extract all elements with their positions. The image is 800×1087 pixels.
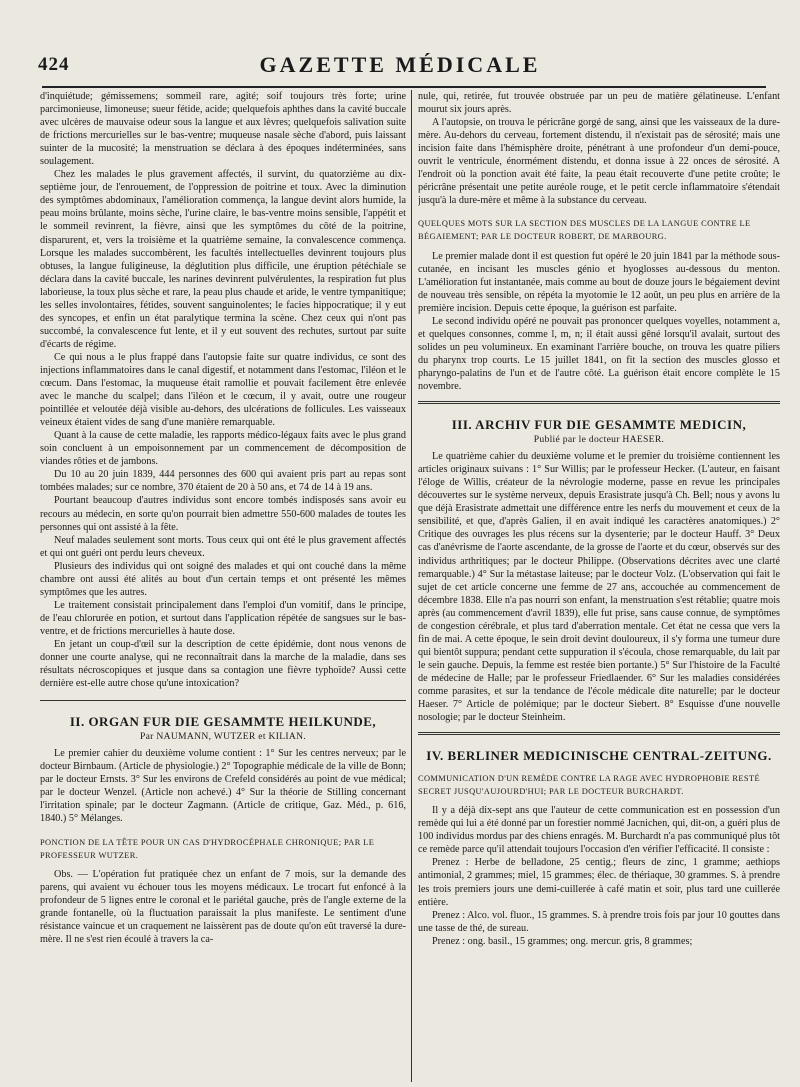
section-heading: IV. BERLINER MEDICINISCHE CENTRAL-ZEITUNG. [426, 748, 772, 764]
paragraph: A l'autopsie, on trouva le péricrâne gorgé de sang, ainsi que les vaisseaux de la dure-mère. Au-dehors du cerveau, fortement distendu, il n'existait pas de sérosité; mais une incision faite dans l'hémisphère droite, pénétrant à une profondeur d'un demi-pouce, ouvrit le ventricule, énormément distendu, et donna issue à 22 onces de sérosité. A l'endroit où la ponction avait été faite, la peau était recouverte d'une petite croûte; le péricrâne présentait une petite auréole rouge, et le petit cercle inflammatoire s'étendait jusqu'à la dure-mère et même à la substance du cerveau. [418, 117, 780, 207]
paragraph: Obs. — L'opération fut pratiquée chez un enfant de 7 mois, sur la demande des parens, qui avaient vu échouer tous les moyens médicaux. Le trocart fut enfoncé à la profondeur de 5 lignes entre le coronal et le pariétal gauche, près de l'angle externe de la grande fontanelle, où la fluctuation paraissait la plus manifeste. Le sentiment d'une résistance vaincue et un craquement ne laissèrent pas de doute qu'on eût traversé la dure-mère. Il ne s'est rien écoulé à travers la ca- [40, 868, 406, 945]
paragraph: Chez les malades le plus gravement affectés, il survint, du quatorzième au dix-septième jour, de l'enrouement, de l'oppression de poitrine et toux. Avec la diminution des symptômes abdominaux, l'amélioration commença, la langue devint alors humide, la peau moins brûlante, moins sèche, l'urine claire, le bas-ventre moins sensible, l'appétit et le sommeil revinrent, la fièvre, ainsi que les symptômes du côté de la poitrine, disparurent, et, vers la troisième et la quatrième semaine, la convalescence commença. Lorsque les malades succombèrent, les facultés intellectuelles devinrent toujours plus obtuses, la langue fuligineuse, la déglutition plus difficile, une éruption pétéchiale se déclara dans la cavité buccale, les narines devinrent pulvérulentes, la respiration fut plus laborieuse, la toux plus sèche et rare, la peau plus chaude et aride, le ventre tympanitique; les selles involontaires, fétides, souvent sanguinolentes; le facies hippocratique; il y eut des syncopes, et enfin un état paralytique termina la scène. Chez ceux qui n'ont pas succombé, la convalescence fut lente, et il y eut souvent des rechutes, surtout par suite d'écarts de régime. [40, 169, 406, 350]
article-title: PONCTION DE LA TÊTE POUR UN CAS D'HYDROCÉPHALE CHRONIQUE; PAR LE PROFESSEUR WUTZER. [40, 837, 375, 860]
right-column [418, 90, 780, 1080]
paragraph: nule, qui, retirée, fut trouvée obstruée par un peu de matière gélatineuse. L'enfant mourut six jours après. [418, 91, 780, 116]
paragraph: Le premier cahier du deuxième volume contient : 1° Sur les centres nerveux; par le docteur Birnbaum. (Article de physiologie.) 2° Topographie médicale de la ville de Bonn; par le docteur Ernsts. 3° Sur les environs de Crefeld considérés au point de vue médical; par le docteur Wenzel. (Article non achevé.) 4° Sur la théorie de Stilling concernant l'irritation spinale; par le docteur Zagmann. (Article de critique, Gaz. Méd., p. 616, 1840.) 5° Mélanges. [40, 748, 406, 825]
section-byline: Par NAUMANN, WUTZER et KILIAN. [139, 731, 307, 743]
article-title: QUELQUES MOTS SUR LA SECTION DES MUSCLES DE LA LANGUE CONTRE LE BÉGAIEMENT; PAR LE DOCTEUR ROBERT, DE MARBOURG. [418, 219, 751, 242]
running-head: GAZETTE MÉDICALE [259, 52, 541, 77]
paragraph: Le second individu opéré ne pouvait pas prononcer quelques voyelles, notamment a, et quelques consonnes, comme l, m, n; il était aussi gêné lorsqu'il avalait, surtout des solides un peu volumineux. En examinant l'arrière bouche, on trouva les quatre piliers du pharynx trop courts. Le 15 juillet 1841, on fit la section des muscles glosso et pharyngo-palatins de l'un et de l'autre côté. La guérison était encore complète le 15 novembre. [418, 315, 780, 392]
left-column [40, 90, 406, 1080]
section-rule [40, 700, 406, 701]
section-rule [418, 732, 780, 735]
section-rule [418, 401, 780, 404]
section-heading: III. ARCHIV FUR DIE GESAMMTE MEDICIN, [451, 417, 747, 433]
paragraph: Plusieurs des individus qui ont soigné des malades et qui ont couché dans la même chambre ont aussi été alités au bout d'un certain temps et ont présenté les mêmes symptômes que les autres. [40, 560, 406, 598]
paragraph: Quant à la cause de cette maladie, les rapports médico-légaux faits avec le plus grand soin concluent à un empoisonnement par un commencement de décomposition de viandes rôties et de jambons. [40, 430, 406, 468]
article-title: COMMUNICATION D'UN REMÈDE CONTRE LA RAGE AVEC HYDROPHOBIE RESTÉ SECRET JUSQU'AUJOURD'HUI; PAR LE DOCTEUR BURCHARDT. [418, 774, 761, 797]
paragraph: Le traitement consistait principalement dans l'emploi d'un vomitif, dans le principe, de l'eau chlorurée en potion, et surtout dans l'application répétée de sangsues sur le bas-ventre, et de frictions mercurielles à haute dose. [40, 599, 406, 637]
section-heading: II. ORGAN FUR DIE GESAMMTE HEILKUNDE, [69, 714, 377, 730]
paragraph: En jetant un coup-d'œil sur la description de cette épidémie, dont nous venons de donner une courte analyse, qui ne reconnaîtrait dans la marche de la maladie, dans ses résultats nécroscopiques et jusque dans sa contagion une fièvre typhoïde? Aussi cette dernière est-elle autre chose qu'une intoxication? [40, 638, 406, 690]
paragraph: d'inquiétude; gémissemens; sommeil rare, agité; soif toujours très forte; urine parcimonieuse, limoneuse; sueur fétide, acide; quelquefois aphthes dans la cavité buccale avec ulcères de mauvaise odeur sous la langue et aux lèvres; quelquefois salivation suite de frictions mercurielles sur le bas-ventre; muqueuse nasale sèche d'abord, puis laissant suinter de la mucosité; la menstruation se déclara à des époques indéterminées, sans soulagement. [40, 91, 406, 168]
column-divider [411, 90, 412, 1082]
paragraph: Du 10 au 20 juin 1839, 444 personnes des 600 qui avaient pris part au repas sont tombées malades; sur ce nombre, 370 étaient de 20 à 50 ans, et 74 de 14 à 19 ans. [40, 469, 406, 494]
paragraph: Le premier malade dont il est question fut opéré le 20 juin 1841 par la méthode sous-cutanée, en incisant les muscles génio et hyoglosses au-dessous du menton. L'amélioration fut instantanée, mais comme au bout de douze jours le bégaiement devint de nouveau très sensible, on répéta la myotomie le 12 août, un peu plus en arrière de la première incision. Depuis cette époque, la guérison est parfaite. [418, 250, 780, 314]
section-byline: Publié par le docteur HAESER. [533, 434, 665, 446]
paragraph: Prenez : Alco. vol. fluor., 15 grammes. S. à prendre trois fois par jour 10 gouttes dans une tasse de thé, de sureau. [418, 909, 780, 934]
paragraph: Prenez : Herbe de belladone, 25 centig.; fleurs de zinc, 1 gramme; aethiops antimonial, 2 grammes; miel, 15 grammes; élec. de thériaque, 30 grammes. S. à prendre les trois premiers jours une demi-cuillerée à café matin et soir, plus tard une cuillerée entière. [418, 857, 780, 908]
paragraph: Prenez : ong. basil., 15 grammes; ong. mercur. gris, 8 grammes; [432, 935, 693, 947]
paragraph: Neuf malades seulement sont morts. Tous ceux qui ont été le plus gravement affectés et qui ont guéri ont perdu leurs cheveux. [40, 534, 406, 559]
paragraph: Il y a déjà dix-sept ans que l'auteur de cette communication est en possession d'un remède qui lui a été donné par un forestier nommé Jacnichen, qui, dit-on, a guéri plus de 100 individus mordus par des chiens enragés. M. Burchardt n'a pas communiqué plus tôt ce remède parce qu'il attendait toujours l'occasion d'en vérifier l'efficacité. Il consiste : [418, 805, 780, 856]
paragraph: Le quatrième cahier du deuxième volume et le premier du troisième contiennent les articles originaux suivans : 1° Sur Willis; par le professeur Hecker. (L'auteur, en faisant l'éloge de Willis, créateur de la névrologie moderne, passe en revue les principales découvertes sur le système nerveux, depuis Erasistrate jusqu'à Ch. Bell; nous y avons lu que déjà Erasistrate admettait une différence entre les nerfs du mouvement et ceux de la sensibilité, et que, d'après Galien, il en avait indiqué les caractères anatomiques.) 2° Critique des ouvrages les plus récens sur la dysenterie; par le docteur Hauff. 3° Deux cas d'anévrisme de l'aorte ascendante, de la grosse de l'aorte et du cœur, observés sur des individus arthritiques; par le docteur Philippe. (Observations décrites avec une clarté remarquable.) 4° Sur la métastase laiteuse; par le docteur Volz. (L'observation qui fait le sujet de cet article concerne une femme de 27 ans, accouchée au commencement de décembre 1838. Elle n'a pas nourri son enfant, la menstruation s'est rétablie; quatre mois après (au commencement d'avril 1839), elle fut prise, sans cause connue, de symptômes de congestion cérébrale, et plus tard d'aberration mentale. Cet état ne cessa que vers la fin de mai. A cette époque, le sein droit devint douloureux, il s'y forma une tumeur dure qui bientôt suppura; pendant cette suppuration il s'écoula, chose remarquable, du lait par le sein gauche. Depuis, la femme est restée bien portante.) 5° Sur l'histoire de la Faculté de médecine de Halle; par le professeur Friedlaender. 6° Sur les maladies considérées comme parasites, et sur la tendance de l'école médicale dite naturelle; par le docteur Haeser. 7° Article de polémique; par le docteur Siebert. 8° Esquisse d'une nouvelle nosologie; par le docteur Steinheim. [418, 451, 780, 724]
header-rule [42, 86, 766, 88]
paragraph: Ce qui nous a le plus frappé dans l'autopsie faite sur quatre individus, ce sont des injections inflammatoires dans le canal digestif, et notamment dans l'estomac, l'iléon et le cœcum. Dans l'estomac, la muqueuse était ramollie et pouvait facilement être enlevée avec le manche du scalpel; dans l'iléon et le cœcum, il y avait, outre une rougeur pointillée et veloutée déjà visible au-dehors, des ulcérations de follicules. Les vaisseaux veineux étaient vides de sang d'une manière remarquable. [40, 351, 406, 429]
page-number: 424 [38, 54, 70, 75]
paragraph: Pourtant beaucoup d'autres individus sont encore tombés indisposés sans avoir eu recours au médecin, en sorte qu'on pourrait bien admettre 550-600 malades de toutes les personnes qui ont assisté à la fête. [40, 495, 406, 533]
